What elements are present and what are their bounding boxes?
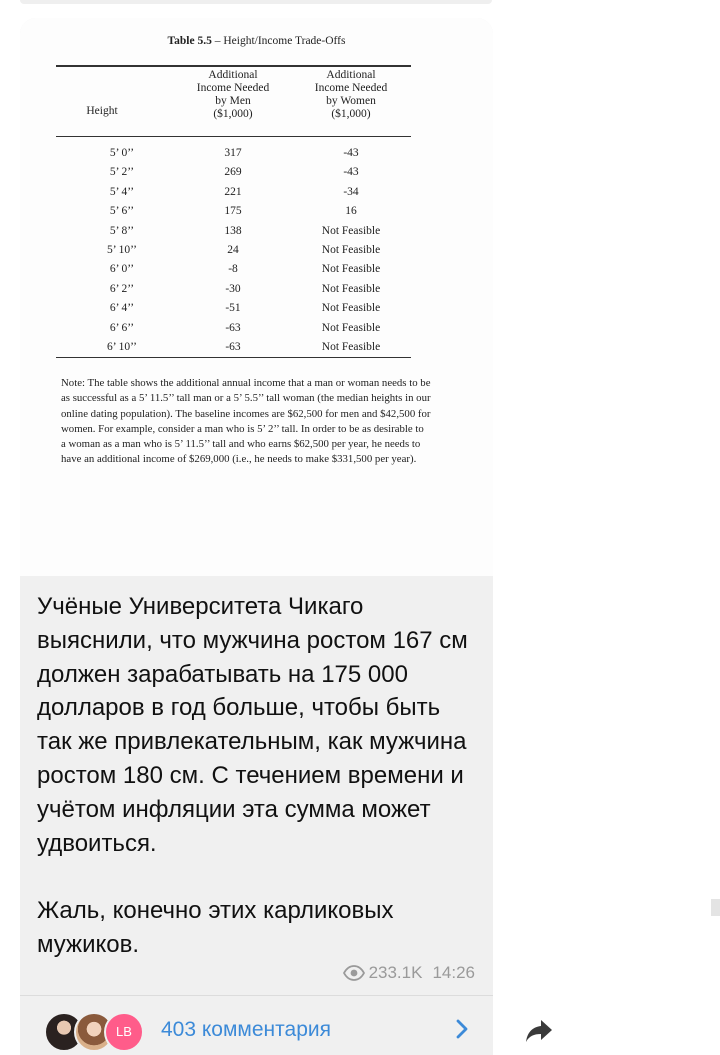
table-bottom-rule (56, 357, 411, 358)
table-row: 6’ 4’’ -51 Not Feasible (109, 302, 381, 315)
views-count: 233.1K (368, 963, 423, 982)
header-women: Additional Income Needed by Women ($1,000) (314, 69, 388, 120)
table-row: 5’ 0’’ 317 -43 (109, 147, 359, 159)
attached-image[interactable] (20, 18, 493, 576)
table-body (56, 144, 411, 357)
table-row: 6’ 2’’ -30 Not Feasible (109, 282, 381, 295)
previous-message-bubble-edge (20, 0, 492, 4)
table-note: Note: The table shows the additional annual income that a man or woman needs to be as successful as a 5’ 11.5’’ tall man or a 5’ 5.5’’ tall woman (the median heights in our online dating population). The baseline incomes are $62,500 for men and $42,500 for women. For example, consider a man who is 5’ 2’’ tall. In order to be as desirable to a woman as a man who is 5’ 11.5’’ tall and who earns $62,500 per year, he needs to have an additional income of $269,000 (i.e., he needs to make $331,500 per year). (61, 377, 431, 466)
views-eye-icon (343, 965, 365, 981)
commenter-avatars (44, 1012, 154, 1052)
table-row: 5’ 6’’ 175 16 (109, 205, 357, 218)
table-title: Table 5.5 – Height/Income Trade-Offs (167, 35, 346, 47)
table-row: 6’ 6’’ -63 Not Feasible (109, 321, 381, 334)
header-height: Height (86, 105, 118, 117)
chevron-right-icon (455, 1018, 469, 1040)
share-forward-icon[interactable] (524, 1018, 554, 1044)
table-top-rule (56, 65, 411, 67)
message-meta (310, 963, 475, 983)
message-time: 14:26 (432, 963, 475, 982)
table-row: 6’ 10’’ -63 Not Feasible (107, 340, 381, 353)
table-row: 5’ 10’’ 24 Not Feasible (107, 243, 381, 256)
avatar: LB (104, 1012, 144, 1052)
header-men: Additional Income Needed by Men ($1,000) (196, 69, 270, 120)
message-text: Учёные Университета Чикаго выяснили, что мужчина ростом 167 см должен зарабатывать на 175 000 долларов в год больше, чтобы быть так же привлекательным, как мужчина ростом 180 см. С течением времени и учётом инфляции эта сумма может удвоиться. Жаль, конечно этих карликовых мужиков. (37, 593, 468, 958)
comments-button[interactable] (20, 996, 493, 1055)
table-row: 5’ 8’’ 138 Not Feasible (109, 224, 381, 237)
table-row: 5’ 2’’ 269 -43 (109, 166, 359, 179)
header-rule (56, 136, 411, 137)
table-row: 5’ 4’’ 221 -34 (109, 185, 359, 198)
edge-element (711, 899, 720, 916)
message-bubble (20, 18, 493, 1055)
table-row: 6’ 0’’ -8 Not Feasible (109, 263, 381, 276)
comments-count-label: 403 комментария (161, 1018, 331, 1041)
